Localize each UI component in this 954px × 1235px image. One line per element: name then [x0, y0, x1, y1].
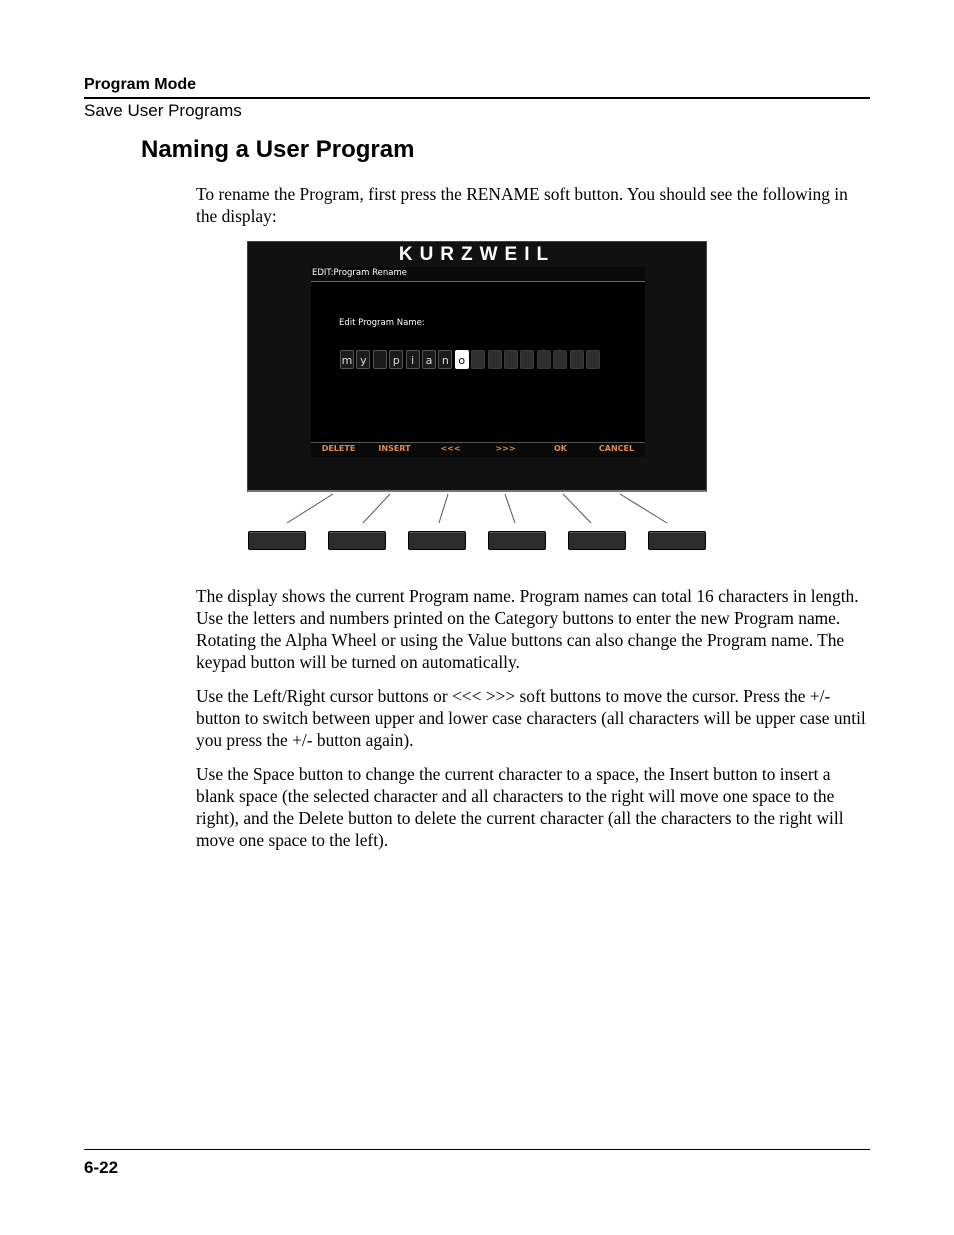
- name-char-cursor[interactable]: o: [455, 350, 469, 369]
- paragraph-display-description: The display shows the current Program name. Program names can total 16 characters in length. Use the letters and numbers printed on the Category buttons to enter the new Program name. Rotating the Alpha Wheel or using the Value buttons can also change the Program name. The keypad button will be turned on automatically.: [196, 586, 859, 672]
- name-char-cell[interactable]: m: [340, 350, 354, 369]
- hardware-soft-button-6[interactable]: [648, 531, 706, 550]
- soft-button-bar: [311, 442, 645, 457]
- name-char-cell[interactable]: y: [356, 350, 370, 369]
- page-number: 6-22: [84, 1158, 119, 1177]
- soft-button-cursor-right[interactable]: >>>: [495, 444, 516, 453]
- hardware-soft-button-3[interactable]: [408, 531, 466, 550]
- soft-button-cursor-left[interactable]: <<<: [440, 444, 461, 453]
- name-char-cell[interactable]: [537, 350, 551, 369]
- soft-button-cancel[interactable]: CANCEL: [598, 444, 635, 453]
- brand-logo: KURZWEIL: [398, 244, 556, 265]
- soft-button-insert[interactable]: INSERT: [378, 444, 411, 453]
- header-section: Save User Programs: [84, 101, 242, 120]
- name-char-cell[interactable]: [471, 350, 485, 369]
- name-char-cell[interactable]: n: [438, 350, 452, 369]
- button-leader-lines: [247, 490, 707, 530]
- name-char-cell[interactable]: [488, 350, 502, 369]
- paragraph-edit-instructions: Use the Space button to change the current character to a space, the Insert button to insert a blank space (the selected character and all characters to the right will move one space to the right), and the Delete button to delete the current character (all the characters to the right will move one space to the left).: [196, 764, 844, 850]
- field-label: Edit Program Name:: [339, 318, 425, 328]
- lcd-screen: [311, 267, 645, 457]
- paragraph-cursor-instructions: Use the Left/Right cursor buttons or <<< >>> soft buttons to move the cursor. Press the +/- button to switch between upper and lower case characters (all characters will be upper case until you press the +/- button again).: [196, 686, 866, 750]
- hardware-soft-button-4[interactable]: [488, 531, 546, 550]
- name-char-cell[interactable]: [504, 350, 518, 369]
- name-char-cell[interactable]: [373, 350, 387, 369]
- screen-title-bar: [311, 267, 645, 282]
- footer-rule: [84, 1149, 870, 1150]
- name-char-cell[interactable]: [586, 350, 600, 369]
- display-figure: [247, 241, 707, 492]
- soft-button-delete[interactable]: DELETE: [321, 444, 356, 453]
- name-char-cell[interactable]: [570, 350, 584, 369]
- name-char-cell[interactable]: i: [406, 350, 420, 369]
- name-char-cell[interactable]: p: [389, 350, 403, 369]
- name-char-cell[interactable]: [553, 350, 567, 369]
- soft-button-ok[interactable]: OK: [554, 444, 567, 453]
- screen-title: EDIT:Program Rename: [312, 268, 407, 278]
- program-name-field[interactable]: [340, 350, 610, 370]
- section-title: Naming a User Program: [141, 136, 415, 163]
- header-rule: [84, 97, 870, 99]
- name-char-cell[interactable]: a: [422, 350, 436, 369]
- name-char-cell[interactable]: [520, 350, 534, 369]
- hardware-soft-button-2[interactable]: [328, 531, 386, 550]
- header-chapter: Program Mode: [84, 76, 197, 93]
- hardware-soft-button-5[interactable]: [568, 531, 626, 550]
- paragraph-intro: To rename the Program, first press the RENAME soft button. You should see the following in the display:: [196, 184, 848, 226]
- hardware-soft-button-1[interactable]: [248, 531, 306, 550]
